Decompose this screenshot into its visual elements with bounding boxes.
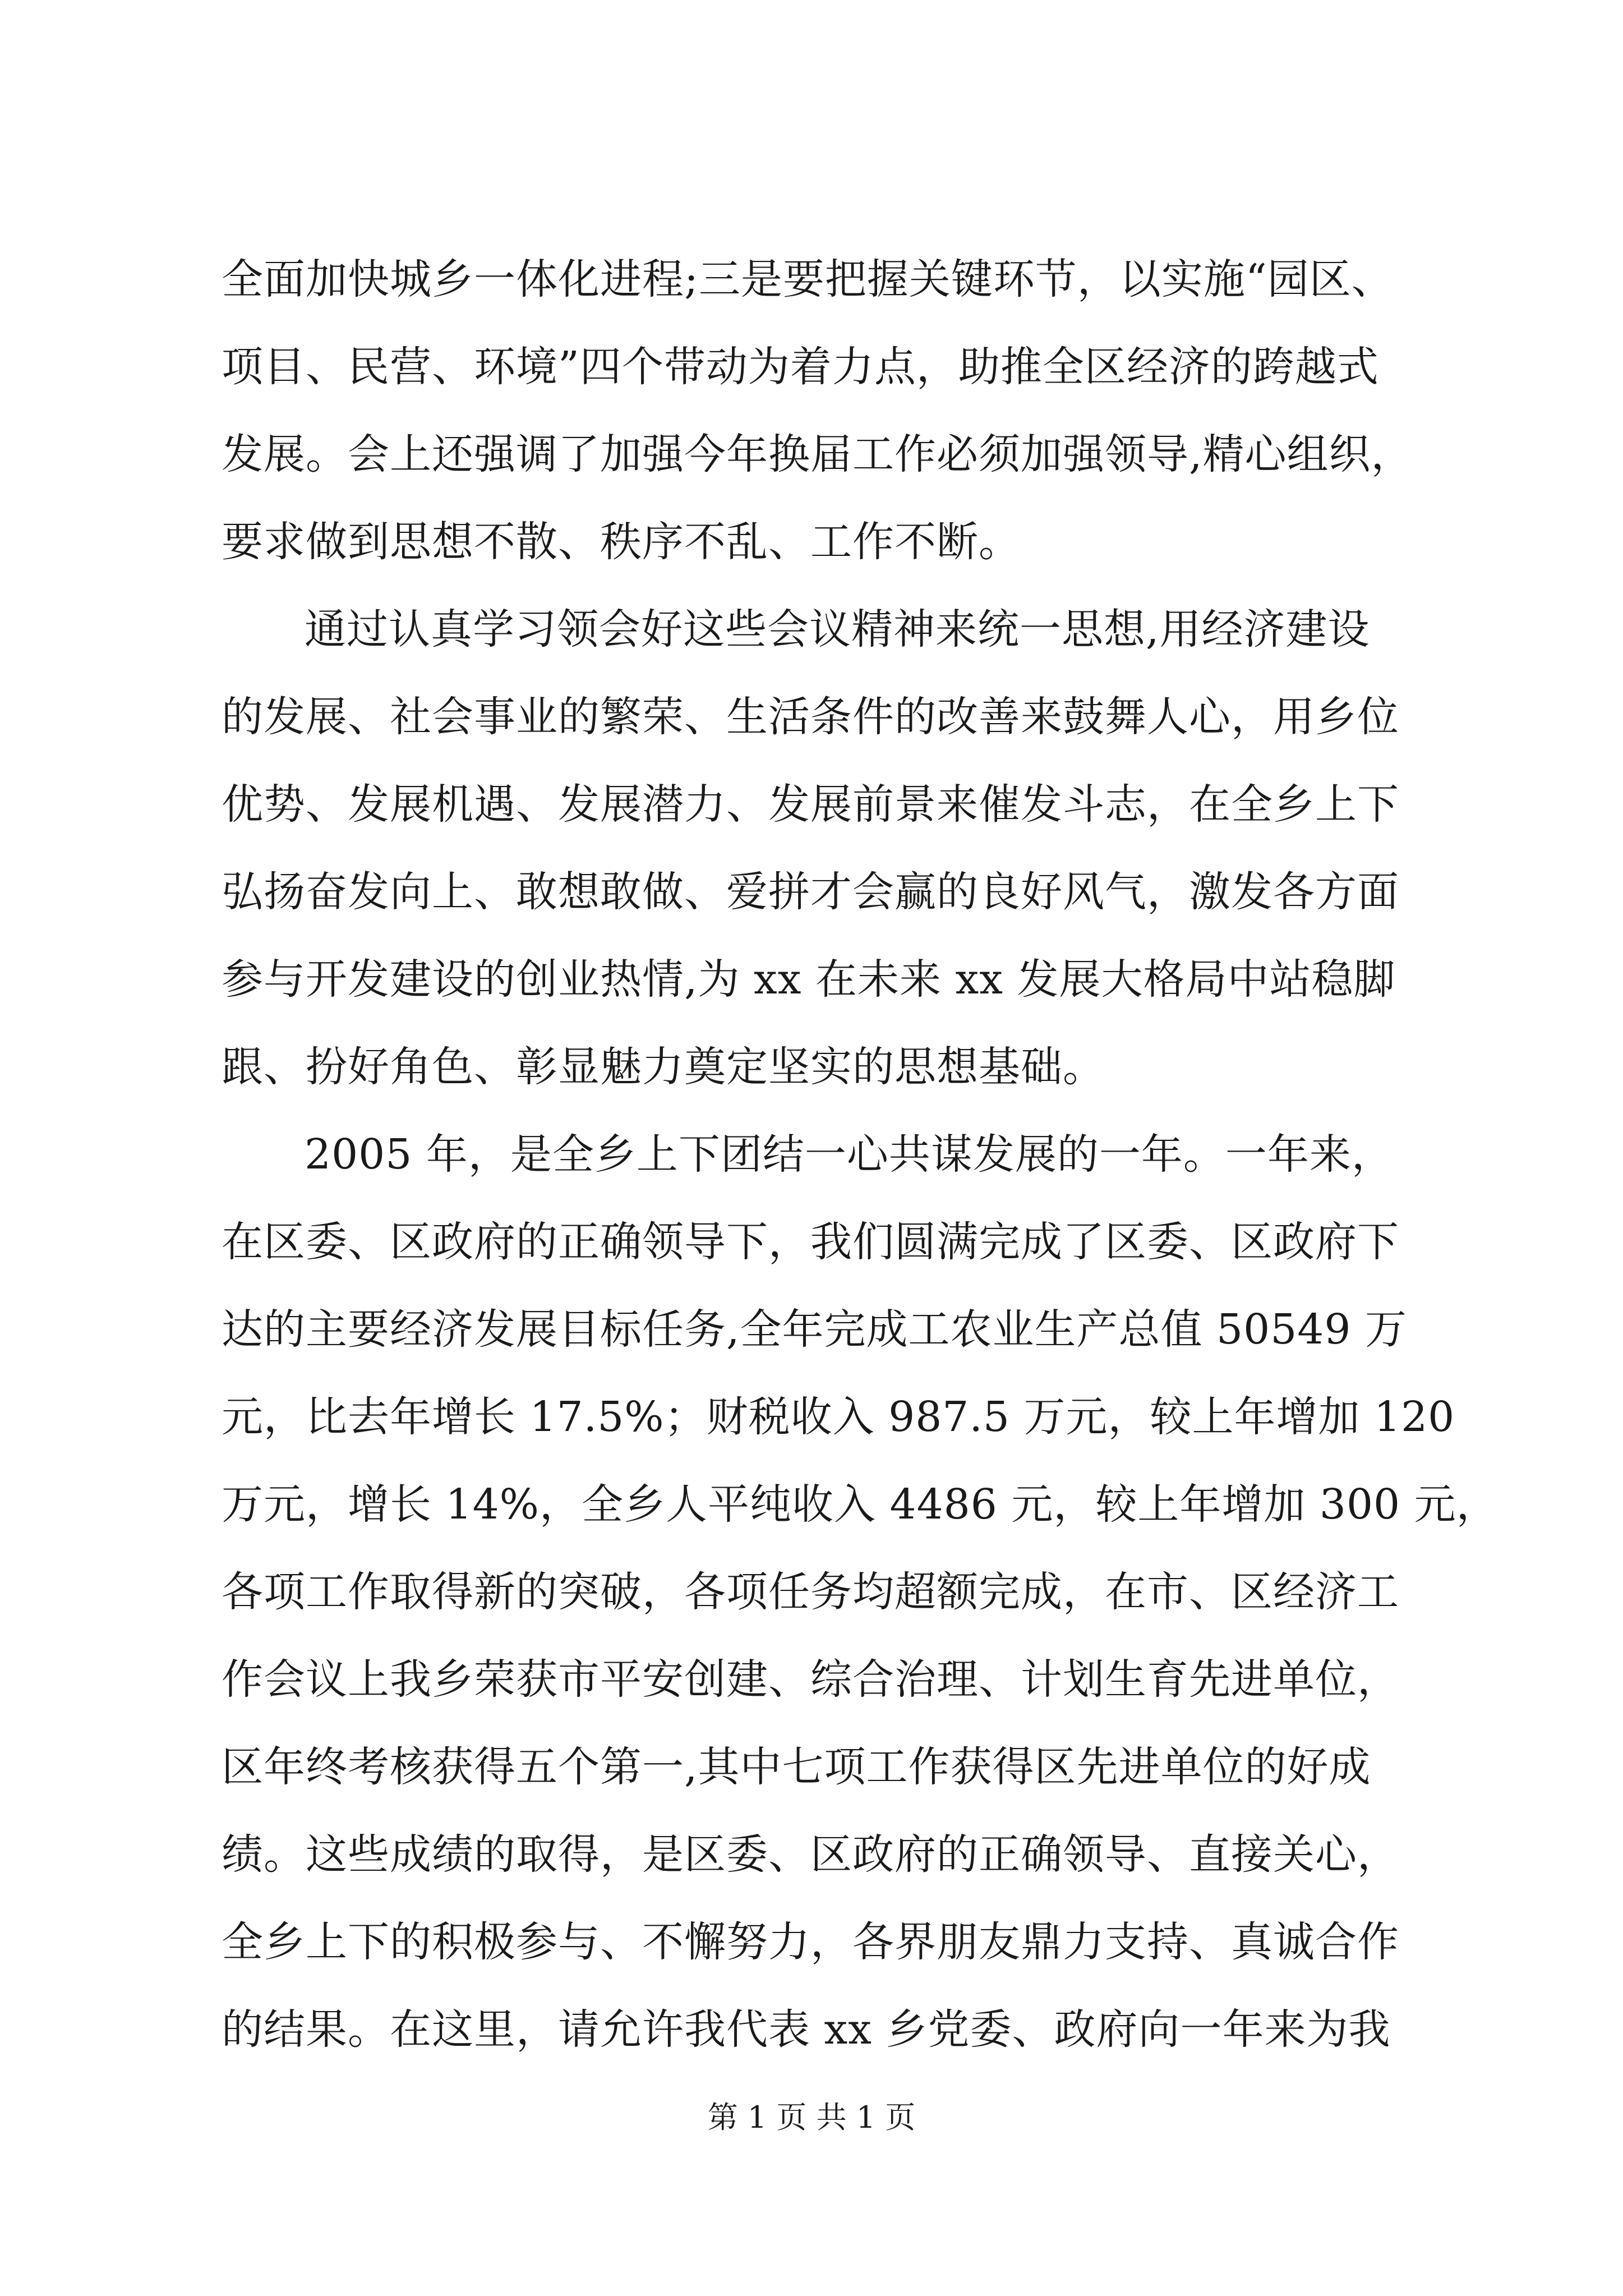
- text-line: 万元，增长 14%，全乡人平纯收入 4486 元，较上年增加 300 元，: [222, 1480, 1498, 1529]
- text-line: 各项工作取得新的突破，各项任务均超额完成，在市、区经济工: [222, 1568, 1399, 1616]
- page-number-label: 第 1 页 共 1 页: [707, 2100, 916, 2135]
- paragraph-first-line: 通过认真学习领会好这些会议精神来统一思想,用经济建设: [305, 605, 1370, 654]
- text-line: 全面加快城乡一体化进程;三是要把握关键环节，以实施“园区、: [222, 255, 1394, 303]
- text-line: 的发展、社会事业的繁荣、生活条件的改善来鼓舞人心，用乡位: [222, 693, 1399, 741]
- text-line: 达的主要经济发展目标任务,全年完成工农业生产总值 50549 万: [222, 1305, 1407, 1354]
- text-line: 项目、民营、环境”四个带动为着力点，助推全区经济的跨越式: [222, 343, 1379, 391]
- text-line: 元，比去年增长 17.5%；财税收入 987.5 万元，较上年增加 120: [222, 1393, 1455, 1441]
- text-line: 全乡上下的积极参与、不懈努力，各界朋友鼎力支持、真诚合作: [222, 1918, 1399, 1966]
- text-line: 作会议上我乡荣获市平安创建、综合治理、计划生育先进单位，: [222, 1655, 1399, 1704]
- text-line: 在区委、区政府的正确领导下，我们圆满完成了区委、区政府下: [222, 1218, 1399, 1266]
- text-line: 的结果。在这里，请允许我代表 xx 乡党委、政府向一年来为我: [222, 2005, 1391, 2054]
- text-line: 参与开发建设的创业热情,为 xx 在未来 xx 发展大格局中站稳脚: [222, 955, 1396, 1004]
- text-line: 区年终考核获得五个第一,其中七项工作获得区先进单位的好成: [222, 1743, 1371, 1791]
- text-line: 弘扬奋发向上、敢想敢做、爱拼才会赢的良好风气，激发各方面: [222, 868, 1399, 916]
- text-line: 发展。会上还强调了加强今年换届工作必须加强领导,精心组织，: [222, 430, 1413, 478]
- text-line: 绩。这些成绩的取得，是区委、区政府的正确领导、直接关心，: [222, 1830, 1399, 1879]
- text-line: 优势、发展机遇、发展潜力、发展前景来催发斗志，在全乡上下: [222, 780, 1399, 829]
- page-footer: [0, 2098, 1623, 2137]
- document-body: [222, 236, 1498, 2073]
- text-line: 跟、扮好角色、彰显魅力奠定坚实的思想基础。: [222, 1043, 1105, 1091]
- paragraph-first-line: 2005 年，是全乡上下团结一心共谋发展的一年。一年来，: [305, 1130, 1394, 1179]
- text-line: 要求做到思想不散、秩序不乱、工作不断。: [222, 518, 1021, 566]
